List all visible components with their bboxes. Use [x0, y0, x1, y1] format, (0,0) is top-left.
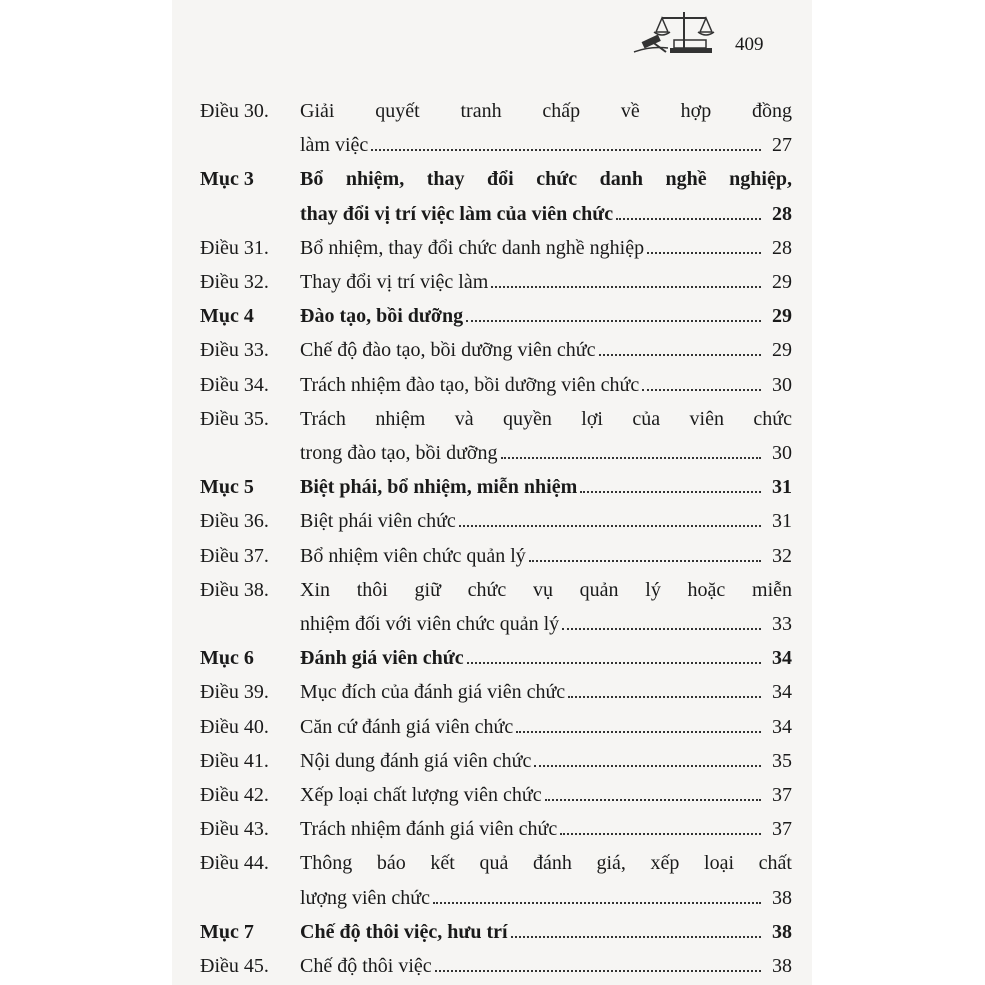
- toc-entry-line: [172, 675, 812, 709]
- toc-entry-title: Bổ nhiệm, thay đổi chức danh nghề nghiệp,: [300, 168, 792, 191]
- toc-entry-label: Điều 45.: [200, 955, 269, 977]
- dot-leader: [580, 491, 761, 493]
- toc-entry-line: [172, 607, 812, 641]
- toc-entry-page: 31: [772, 476, 792, 499]
- toc-entry-title: Bổ nhiệm, thay đổi chức danh nghề nghiệp: [300, 236, 645, 259]
- page-number: 409: [735, 34, 764, 55]
- toc-entry-line: [172, 265, 812, 299]
- book-page: [172, 0, 812, 985]
- dot-leader: [545, 799, 761, 801]
- dot-leader: [371, 149, 761, 151]
- dot-leader: [599, 354, 761, 356]
- toc-entry-line: [172, 402, 812, 436]
- toc-entry-title: Chế độ đào tạo, bồi dưỡng viên chức: [300, 339, 596, 362]
- toc-entry-page: 37: [772, 784, 792, 806]
- toc-entry-page: 34: [772, 715, 792, 738]
- toc-entry-label: Điều 41.: [200, 749, 269, 772]
- toc-entry-label: Điều 34.: [200, 373, 269, 396]
- toc-entry-title: Xin thôi giữ chức vụ quản lý hoặc miễn: [300, 578, 792, 601]
- toc-entry-title: Thông báo kết quả đánh giá, xếp loại chất: [300, 852, 792, 875]
- toc-entry-title: Nội dung đánh giá viên chức: [300, 749, 532, 772]
- toc-entry-title: Trách nhiệm đào tạo, bồi dưỡng viên chức: [300, 373, 640, 396]
- dot-leader: [511, 936, 761, 938]
- toc-entry-page: 37: [772, 818, 792, 841]
- toc-entry-page: 30: [772, 373, 792, 396]
- toc-entry-label: Điều 39.: [200, 681, 269, 704]
- toc-entry-page: 28: [772, 202, 792, 225]
- dot-leader: [562, 628, 761, 630]
- dot-leader: [433, 902, 761, 904]
- toc-entry-label: Điều 42.: [200, 784, 269, 806]
- toc-entry-title: Xếp loại chất lượng viên chức: [300, 784, 542, 806]
- toc-entry-page: 32: [772, 544, 792, 567]
- toc-entry-label: Mục 7: [200, 920, 254, 943]
- toc-entry-page: 33: [772, 613, 792, 635]
- toc-entry-label: Điều 37.: [200, 544, 269, 567]
- toc-entry-page: 38: [772, 886, 792, 909]
- toc-entry-title: lượng viên chức: [300, 886, 430, 909]
- toc-entry-title: Biệt phái viên chức: [300, 510, 456, 533]
- dot-leader: [647, 252, 761, 254]
- toc-entry-line: [172, 368, 812, 402]
- dot-leader: [534, 765, 761, 767]
- toc-entry-line: [172, 778, 812, 812]
- toc-entry-line: [172, 197, 812, 231]
- toc-entry-line: [172, 128, 812, 162]
- toc-entry-line: [172, 333, 812, 367]
- toc-entry-title: Bổ nhiệm viên chức quản lý: [300, 544, 526, 567]
- dot-leader: [529, 560, 761, 562]
- dot-leader: [560, 833, 761, 835]
- toc-entry-line: [172, 812, 812, 846]
- toc-entry-label: Mục 4: [200, 305, 254, 328]
- scales-of-justice-and-gavel-icon: [632, 8, 732, 56]
- dot-leader: [467, 662, 761, 664]
- toc-entry-page: 35: [772, 749, 792, 772]
- toc-entry-line: [172, 881, 812, 915]
- toc-entry-page: 29: [772, 339, 792, 362]
- toc-entry-page: 38: [772, 955, 792, 977]
- toc-entry-page: 28: [772, 236, 792, 259]
- toc-entry-title: Trách nhiệm và quyền lợi của viên chức: [300, 407, 792, 430]
- dot-leader: [642, 389, 761, 391]
- toc-entry-label: Mục 6: [200, 647, 254, 670]
- toc-entry-line: [172, 231, 812, 265]
- toc-entry-label: Điều 35.: [200, 407, 269, 430]
- toc-entry-line: [172, 846, 812, 880]
- dot-leader: [466, 320, 761, 322]
- toc-entry-line: [172, 573, 812, 607]
- toc-entry-page: 38: [772, 920, 792, 943]
- toc-entry-page: 30: [772, 442, 792, 464]
- toc-entry-title: Căn cứ đánh giá viên chức: [300, 715, 514, 738]
- dot-leader: [568, 696, 761, 698]
- toc-entry-line: [172, 470, 812, 504]
- toc-entry-line: [172, 539, 812, 573]
- toc-entry-title: Đào tạo, bồi dưỡng: [300, 305, 464, 328]
- dot-leader: [435, 970, 761, 972]
- toc-entry-title: Chế độ thôi việc, hưu trí: [300, 920, 508, 943]
- toc-entry-line: [172, 744, 812, 778]
- toc-entry-line: [172, 299, 812, 333]
- toc-entry-label: Điều 43.: [200, 818, 269, 841]
- toc-entry-title: Chế độ thôi việc: [300, 955, 432, 977]
- toc-entry-page: 31: [772, 510, 792, 533]
- toc-entry-page: 29: [772, 271, 792, 293]
- toc-entry-title: trong đào tạo, bồi dưỡng: [300, 442, 498, 464]
- toc-entry-title: Thay đổi vị trí việc làm: [300, 271, 489, 293]
- toc-entry-label: Điều 32.: [200, 271, 269, 293]
- toc-entry-label: Điều 30.: [200, 100, 269, 122]
- toc-entry-label: Điều 33.: [200, 339, 269, 362]
- dot-leader: [459, 525, 761, 527]
- dot-leader: [491, 286, 761, 288]
- toc-entry-label: Mục 5: [200, 476, 254, 499]
- toc-entry-title: nhiệm đối với viên chức quản lý: [300, 613, 560, 635]
- toc-entry-title: Đánh giá viên chức: [300, 647, 464, 670]
- toc-entry-page: 34: [772, 647, 792, 670]
- toc-entry-line: [172, 504, 812, 538]
- toc-entry-label: Điều 44.: [200, 852, 269, 875]
- toc-entry-title: làm việc: [300, 134, 369, 157]
- dot-leader: [516, 731, 761, 733]
- toc-entry-title: Mục đích của đánh giá viên chức: [300, 681, 566, 704]
- toc-entry-line: [172, 94, 812, 128]
- toc-entry-label: Điều 31.: [200, 236, 269, 259]
- toc-entry-line: [172, 949, 812, 983]
- toc-entry-label: Điều 36.: [200, 510, 269, 533]
- dot-leader: [501, 457, 762, 459]
- toc-entry-line: [172, 162, 812, 196]
- toc-entry-title: Biệt phái, bổ nhiệm, miễn nhiệm: [300, 476, 578, 499]
- toc-entry-label: Mục 3: [200, 168, 254, 191]
- toc-entry-page: 29: [772, 305, 792, 328]
- toc-entry-label: Điều 38.: [200, 578, 269, 601]
- toc-entry-label: Điều 40.: [200, 715, 269, 738]
- dot-leader: [616, 218, 761, 220]
- toc-entry-line: [172, 915, 812, 949]
- toc-entry-line: [172, 710, 812, 744]
- toc-entry-title: Trách nhiệm đánh giá viên chức: [300, 818, 558, 841]
- toc-entry-title: Giải quyết tranh chấp về hợp đồng: [300, 100, 792, 122]
- toc-entry-line: [172, 436, 812, 470]
- toc-entry-line: [172, 641, 812, 675]
- toc-entry-title: thay đổi vị trí việc làm của viên chức: [300, 202, 614, 225]
- toc-entry-page: 27: [772, 134, 792, 157]
- toc-entry-page: 34: [772, 681, 792, 704]
